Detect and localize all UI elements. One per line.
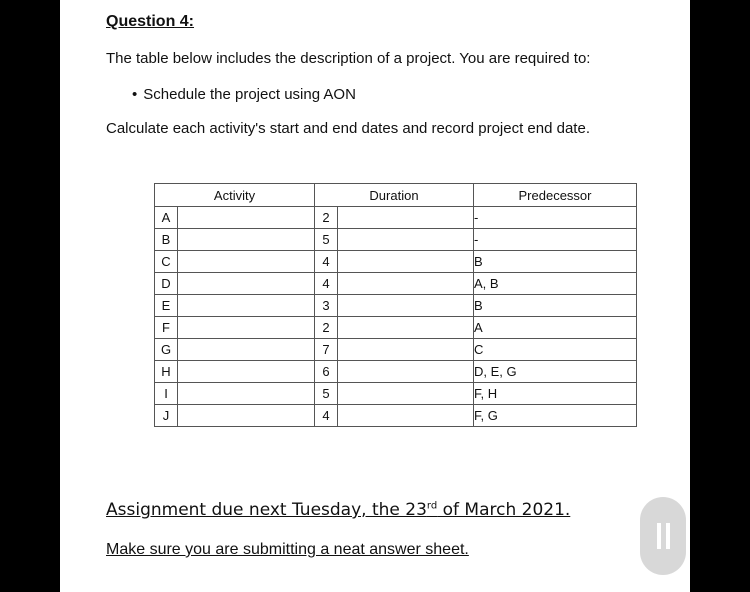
duration-value: 5 — [315, 383, 338, 404]
due-date-note — [106, 500, 570, 520]
duration-cell — [315, 273, 474, 295]
question-heading: Question 4: — [106, 13, 195, 30]
predecessor-cell: C — [474, 339, 637, 361]
table-row — [155, 405, 637, 427]
duration-cell — [315, 361, 474, 383]
activity-cell — [155, 405, 315, 427]
duration-value: 4 — [315, 405, 338, 426]
header-duration: Duration — [315, 184, 474, 207]
activity-letter: E — [155, 295, 178, 316]
activity-cell — [155, 383, 315, 405]
duration-value: 3 — [315, 295, 338, 316]
activity-letter: C — [155, 251, 178, 272]
pause-icon — [657, 523, 661, 549]
activity-cell — [155, 229, 315, 251]
activity-letter: G — [155, 339, 178, 360]
duration-value: 2 — [315, 207, 338, 228]
predecessor-cell: D, E, G — [474, 361, 637, 383]
duration-cell — [315, 207, 474, 229]
activity-letter: D — [155, 273, 178, 294]
activity-letter: I — [155, 383, 178, 404]
duration-value: 4 — [315, 273, 338, 294]
activity-cell — [155, 273, 315, 295]
bullet-icon: • — [132, 86, 138, 103]
predecessor-cell: A, B — [474, 273, 637, 295]
duration-cell — [315, 405, 474, 427]
neat-sheet-note: Make sure you are submitting a neat answer sheet. — [106, 541, 469, 558]
predecessor-cell: B — [474, 251, 637, 273]
duration-value: 2 — [315, 317, 338, 338]
predecessor-cell: A — [474, 317, 637, 339]
table-row — [155, 339, 637, 361]
table-row — [155, 207, 637, 229]
document-page — [60, 0, 690, 592]
predecessor-cell: - — [474, 229, 637, 251]
table-row — [155, 273, 637, 295]
duration-cell — [315, 339, 474, 361]
activity-cell — [155, 339, 315, 361]
table-row — [155, 317, 637, 339]
activity-cell — [155, 317, 315, 339]
activity-cell — [155, 251, 315, 273]
due-sup: rd — [426, 500, 438, 512]
duration-value: 7 — [315, 339, 338, 360]
table-row — [155, 229, 637, 251]
table-row — [155, 361, 637, 383]
duration-cell — [315, 317, 474, 339]
activity-letter: B — [155, 229, 178, 250]
duration-cell — [315, 295, 474, 317]
activity-letter: A — [155, 207, 178, 228]
duration-value: 4 — [315, 251, 338, 272]
header-activity: Activity — [155, 184, 315, 207]
table-row — [155, 295, 637, 317]
due-prefix: Assignment due next Tuesday, the 23 — [106, 500, 427, 520]
activity-cell — [155, 295, 315, 317]
duration-cell — [315, 383, 474, 405]
activity-letter: J — [155, 405, 178, 426]
activity-table — [154, 183, 637, 427]
header-predecessor: Predecessor — [474, 184, 637, 207]
intro-text: The table below includes the description of a project. You are required to: — [106, 50, 591, 67]
table-header-row — [155, 184, 637, 207]
bullet-text: Schedule the project using AON — [143, 86, 356, 103]
predecessor-cell: F, G — [474, 405, 637, 427]
predecessor-cell: - — [474, 207, 637, 229]
activity-letter: F — [155, 317, 178, 338]
bullet-item — [132, 86, 356, 103]
activity-cell — [155, 361, 315, 383]
due-suffix: of March 2021. — [437, 500, 571, 520]
pause-icon-bar — [666, 523, 670, 549]
activity-letter: H — [155, 361, 178, 382]
duration-value: 6 — [315, 361, 338, 382]
instruction-text: Calculate each activity's start and end dates and record project end date. — [106, 120, 590, 137]
activity-cell — [155, 207, 315, 229]
duration-value: 5 — [315, 229, 338, 250]
predecessor-cell: F, H — [474, 383, 637, 405]
predecessor-cell: B — [474, 295, 637, 317]
pause-button[interactable] — [640, 497, 686, 575]
table-row — [155, 383, 637, 405]
duration-cell — [315, 229, 474, 251]
duration-cell — [315, 251, 474, 273]
table-row — [155, 251, 637, 273]
